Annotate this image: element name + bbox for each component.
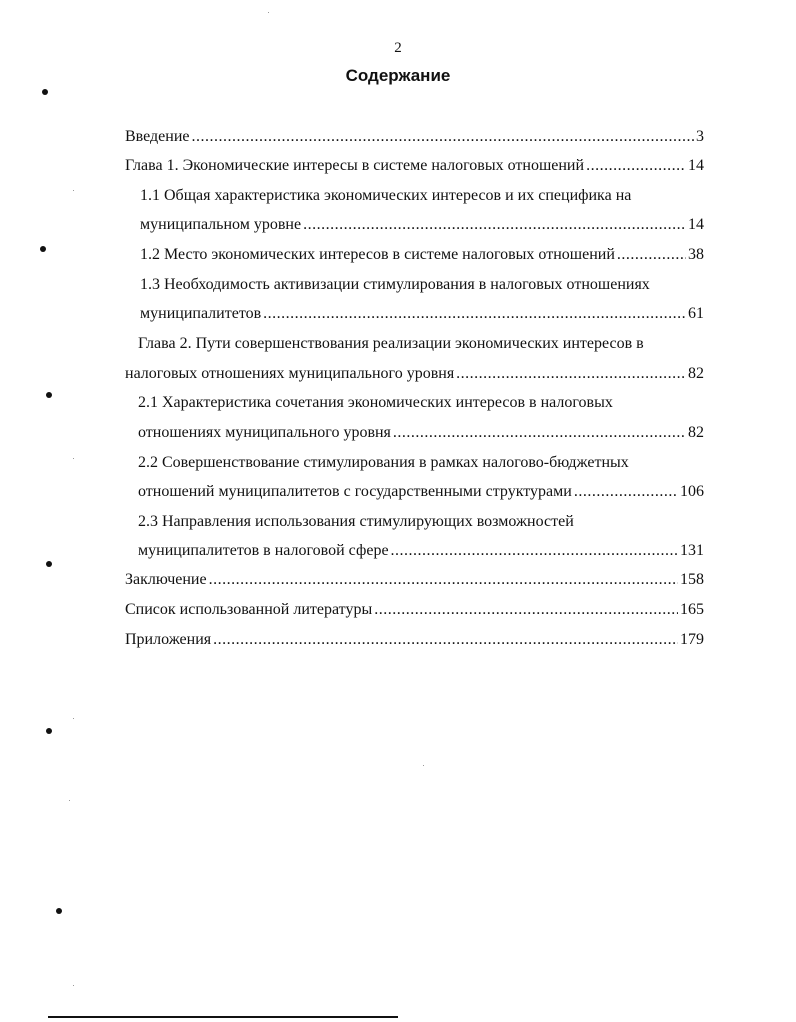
toc-entry-section-2-1-line1[interactable] <box>138 393 704 413</box>
scan-speck <box>73 718 74 719</box>
binder-hole-mark <box>46 392 52 398</box>
toc-leader-dots <box>303 215 686 235</box>
toc-entry-text: отношений муниципалитетов с государственными структурами <box>138 483 572 500</box>
scan-speck <box>69 800 70 801</box>
toc-entry-section-2-3-line1[interactable] <box>138 512 704 532</box>
scan-speck <box>268 12 269 13</box>
toc-leader-dots <box>586 156 686 176</box>
scan-speck <box>73 190 74 191</box>
toc-page-number: 106 <box>680 483 704 500</box>
toc-page-number: 179 <box>680 631 704 648</box>
toc-page-number: 14 <box>688 216 704 233</box>
toc-entry-text: 2.3 Направления использования стимулирующих возможностей <box>138 513 574 530</box>
page-title: Содержание <box>345 66 451 85</box>
bottom-rule <box>48 1016 398 1018</box>
toc-entry-text: 1.2 Место экономических интересов в системе налоговых отношений <box>140 246 615 263</box>
scan-speck <box>73 985 74 986</box>
toc-page-number: 61 <box>688 305 704 322</box>
toc-entry-conclusion[interactable] <box>125 570 704 590</box>
toc-leader-dots <box>374 600 678 620</box>
toc-entry-chapter-2-line1[interactable] <box>138 334 704 354</box>
toc-leader-dots <box>574 482 678 502</box>
toc-entry-section-1-3[interactable] <box>140 304 704 324</box>
toc-entry-intro[interactable] <box>125 127 704 147</box>
binder-hole-mark <box>46 728 52 734</box>
toc-entry-text: Глава 1. Экономические интересы в системе налоговых отношений <box>125 157 585 174</box>
toc-entry-text: налоговых отношениях муниципального уровня <box>125 365 455 382</box>
toc-entry-text: муниципалитетов <box>140 305 262 322</box>
toc-page-number: 82 <box>688 365 704 382</box>
toc-entry-text: Глава 2. Пути совершенствования реализации экономических интересов в <box>138 335 644 352</box>
toc-entry-text: Введение <box>125 128 190 145</box>
toc-entry-appendix[interactable] <box>125 630 704 650</box>
toc-leader-dots <box>393 423 686 443</box>
toc-page-number: 131 <box>680 542 704 559</box>
toc-leader-dots <box>617 245 686 265</box>
toc-page-number: 14 <box>688 157 704 174</box>
page-number: 2 <box>394 40 402 56</box>
toc-entry-text: отношениях муниципального уровня <box>138 424 391 441</box>
toc-leader-dots <box>209 570 678 590</box>
toc-entry-section-1-1-line1[interactable] <box>140 186 704 206</box>
toc-entry-references[interactable] <box>125 600 704 620</box>
toc-entry-text: 2.1 Характеристика сочетания экономических интересов в налоговых <box>138 394 613 411</box>
toc-entry-section-1-3-line1[interactable] <box>140 275 704 295</box>
toc-entry-chapter-2[interactable] <box>125 364 704 384</box>
toc-entry-text: 2.2 Совершенствование стимулирования в рамках налогово-бюджетных <box>138 454 629 471</box>
toc-entry-chapter-1[interactable] <box>125 156 704 176</box>
toc-entry-text: муниципальном уровне <box>140 216 302 233</box>
toc-entry-text: муниципалитетов в налоговой сфере <box>138 542 389 559</box>
toc-entry-text: 1.1 Общая характеристика экономических интересов и их специфика на <box>140 187 632 204</box>
toc-leader-dots <box>391 541 678 561</box>
binder-hole-mark <box>40 246 46 252</box>
toc-page-number: 82 <box>688 424 704 441</box>
binder-hole-mark <box>46 561 52 567</box>
toc-entry-text: 1.3 Необходимость активизации стимулирования в налоговых отношениях <box>140 276 650 293</box>
toc-leader-dots <box>192 127 695 147</box>
toc-entry-text: Приложения <box>125 631 212 648</box>
toc-entry-text: Список использованной литературы <box>125 601 373 618</box>
toc-page-number: 38 <box>688 246 704 263</box>
toc-entry-section-2-2-line1[interactable] <box>138 453 704 473</box>
toc-entry-section-2-2[interactable] <box>138 482 704 502</box>
toc-page-number: 3 <box>696 128 704 145</box>
toc-page-number: 165 <box>680 601 704 618</box>
toc-entry-section-2-1[interactable] <box>138 423 704 443</box>
toc-entry-section-1-1[interactable] <box>140 215 704 235</box>
toc-entry-text: Заключение <box>125 571 207 588</box>
scan-speck <box>423 765 424 766</box>
scan-speck <box>73 458 74 459</box>
toc-page-number: 158 <box>680 571 704 588</box>
toc-entry-section-2-3[interactable] <box>138 541 704 561</box>
binder-hole-mark <box>42 89 48 95</box>
toc-entry-section-1-2[interactable] <box>140 245 704 265</box>
toc-leader-dots <box>213 630 678 650</box>
binder-hole-mark <box>56 908 62 914</box>
toc-leader-dots <box>456 364 686 384</box>
toc-leader-dots <box>263 304 686 324</box>
